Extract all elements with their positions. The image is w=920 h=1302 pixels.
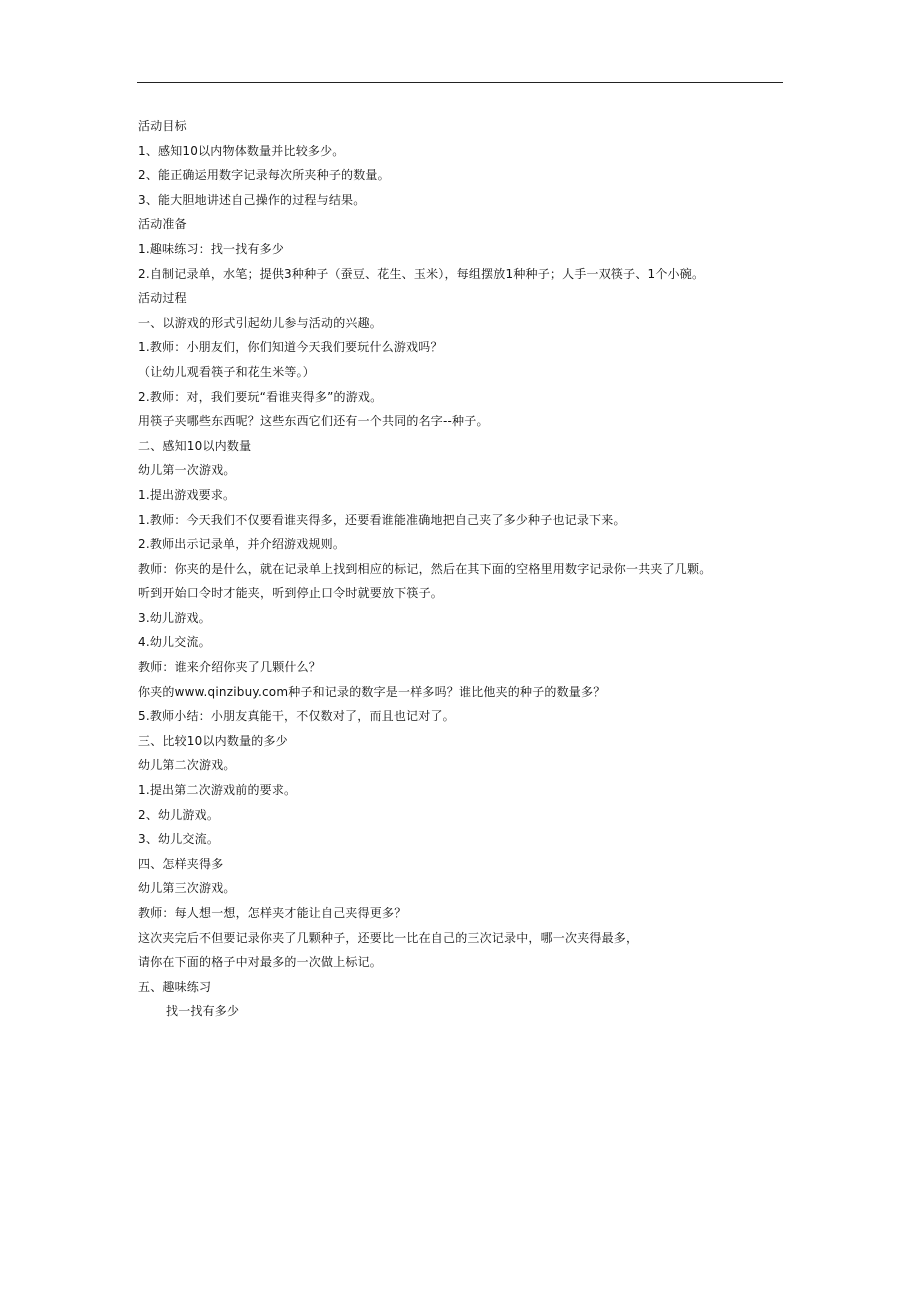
section-heading: 二、感知10以内数量: [138, 438, 252, 453]
document-body: [138, 114, 818, 1024]
paragraph-line: 1.提出游戏要求。: [138, 487, 236, 502]
paragraph-line: 1.趣味练习：找一找有多少: [138, 241, 285, 256]
paragraph-line: 用筷子夹哪些东西呢？这些东西它们还有一个共同的名字--种子。: [138, 414, 489, 429]
paragraph-line: 1、感知10以内物体数量并比较多少。: [138, 143, 345, 158]
paragraph-line: 2.教师出示记录单，并介绍游戏规则。: [138, 537, 346, 552]
heading-activity-process: 活动过程: [138, 291, 187, 306]
paragraph-line: 这次夹完后不但要记录你夹了几颗种子，还要比一比在自己的三次记录中，哪一次夹得最多，: [138, 930, 639, 945]
paragraph-line: 3.幼儿游戏。: [138, 610, 211, 625]
paragraph-line: 3、能大胆地讲述自己操作的过程与结果。: [138, 192, 366, 207]
paragraph-line: 幼儿第二次游戏。: [138, 758, 236, 773]
section-heading: 一、以游戏的形式引起幼儿参与活动的兴趣。: [138, 315, 383, 330]
paragraph-line: 幼儿第三次游戏。: [138, 881, 236, 896]
paragraph-line-indented: 找一找有多少: [166, 1004, 240, 1019]
paragraph-line: 5.教师小结：小朋友真能干，不仅数对了，而且也记对了。: [138, 709, 455, 724]
paragraph-line: 教师：谁来介绍你夹了几颗什么？: [138, 660, 322, 675]
paragraph-line: 教师：你夹的是什么，就在记录单上找到相应的标记，然后在其下面的空格里用数字记录你一共夹了几颗。: [138, 561, 712, 576]
paragraph-line: 教师：每人想一想，怎样夹才能让自己夹得更多？: [138, 906, 407, 920]
section-heading: 五、趣味练习: [138, 979, 212, 994]
heading-activity-preparation: 活动准备: [138, 217, 187, 232]
paragraph-line: 你夹的www.qinzibuy.com种子和记录的数字是一样多吗？谁比他夹的种子的数量多？: [138, 684, 606, 699]
paragraph-line: 2、能正确运用数字记录每次所夹种子的数量。: [138, 168, 390, 183]
header-rule: [137, 82, 783, 83]
paragraph-line: 2、幼儿游戏。: [138, 807, 220, 822]
paragraph-line: 2.自制记录单，水笔；提供3种种子（蚕豆、花生、玉米），每组摆放1种种子；人手一双筷子、1个小碗。: [138, 266, 705, 281]
section-heading: 三、比较10以内数量的多少: [138, 733, 288, 748]
paragraph-line: 1.教师：小朋友们，你们知道今天我们要玩什么游戏吗？: [138, 340, 443, 355]
heading-activity-goals: 活动目标: [138, 119, 187, 133]
paragraph-line: （让幼儿观看筷子和花生米等。）: [138, 364, 316, 379]
paragraph-line: 2.教师：对，我们要玩“看谁夹得多”的游戏。: [138, 389, 383, 404]
paragraph-line: 幼儿第一次游戏。: [138, 463, 236, 478]
paragraph-line: 请你在下面的格子中对最多的一次做上标记。: [138, 955, 383, 970]
paragraph-line: 1.教师：今天我们不仅要看谁夹得多，还要看谁能准确地把自己夹了多少种子也记录下来。: [138, 512, 626, 527]
section-heading: 四、怎样夹得多: [138, 856, 224, 871]
paragraph-line: 听到开始口令时才能夹，听到停止口令时就要放下筷子。: [138, 586, 444, 601]
paragraph-line: 3、幼儿交流。: [138, 832, 220, 847]
paragraph-line: 1.提出第二次游戏前的要求。: [138, 783, 297, 798]
paragraph-line: 4.幼儿交流。: [138, 635, 211, 650]
